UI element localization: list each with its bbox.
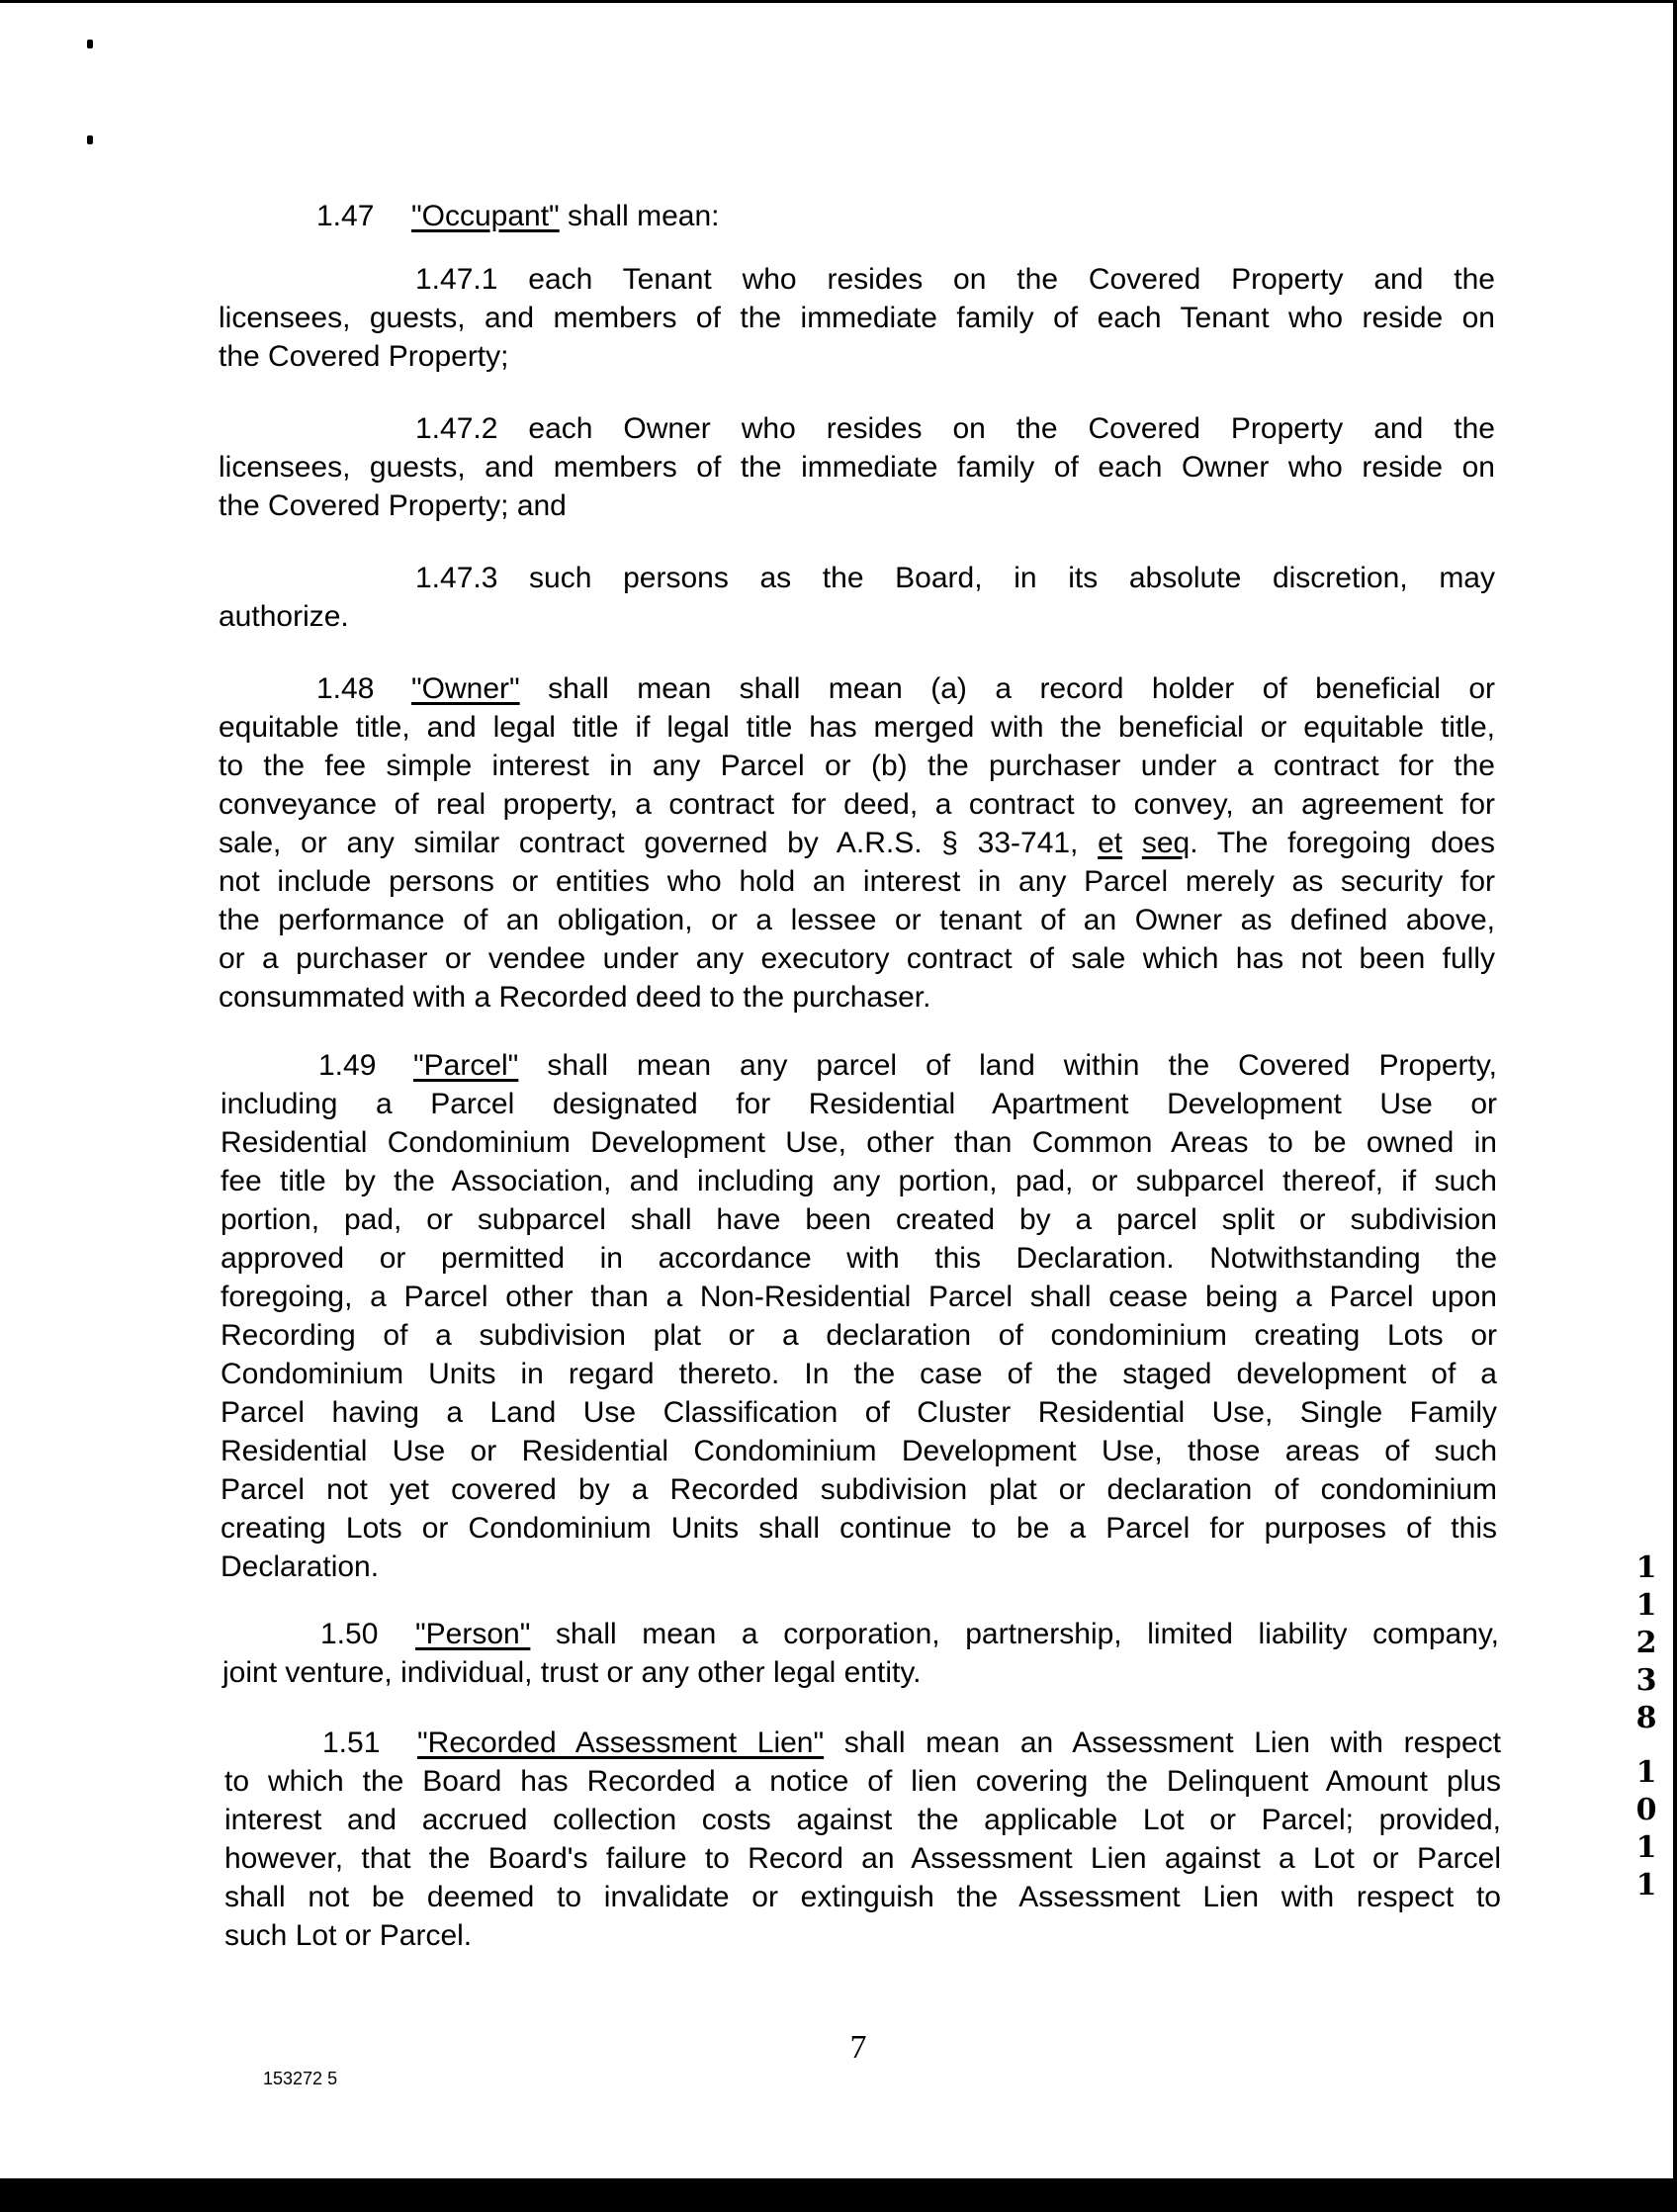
section-1-47-heading: 1.47 "Occupant" shall mean: [316, 197, 719, 235]
document-code: 153272 5 [263, 2069, 338, 2088]
defined-term: "Person" [415, 1618, 531, 1650]
section-1-49: 1.49 "Parcel" shall mean any parcel of land within the Covered Property, including a Parcel designated for Residential Apartment Development Use or Residential Condominium Development Use, other than Common Areas to be owned in fee title by the Association, and including any portion, pad, or subparcel thereof, if such portion, pad, or subparcel shall have been created by a parcel split or subdivision approved or permitted in accordance with this Declaration. Notwithstanding the foregoing, a Parcel other than a Non-Residential Parcel shall cease being a Parcel upon Recording of a subdivision plat or a declaration of condominium creating Lots or Condominium Units in regard thereto. In the case of the staged development of a Parcel having a Land Use Classification of Cluster Residential Use, Single Family Residential Use or Residential Condominium Development Use, those areas of such Parcel not yet covered by a Recorded subdivision plat or declaration of condominium creating Lots or Condominium Units shall continue to be a Parcel for purposes of this Declaration. [221, 1046, 1497, 1586]
scan-border-top [0, 0, 1677, 3]
section-number: 1.49 [318, 1049, 377, 1082]
margin-stamp-group-2: 1 0 1 1 [1635, 1755, 1657, 1902]
section-1-47-2: 1.47.2 each Owner who resides on the Covered Property and the licensees, guests, and members of the immediate family of each Owner who reside on the Covered Property; and [219, 412, 1495, 522]
section-number: 1.51 [322, 1726, 381, 1759]
scan-border-right [1673, 0, 1677, 2212]
citation-seq: seq [1141, 827, 1191, 859]
scan-border-bottom [0, 2178, 1677, 2212]
section-1-47-1: 1.47.1 each Tenant who resides on the Covered Property and the licensees, guests, and members of the immediate family of each Tenant who reside on the Covered Property; [219, 263, 1495, 373]
section-number: 1.47 [316, 200, 375, 232]
defined-term: "Parcel" [413, 1049, 519, 1082]
citation-et: et [1098, 827, 1123, 859]
section-1-47-3: 1.47.3 such persons as the Board, in its absolute discretion, may authorize. [219, 562, 1495, 633]
section-number: 1.50 [320, 1618, 379, 1650]
scan-speck [87, 135, 93, 144]
section-1-50: 1.50 "Person" shall mean a corporation, partnership, limited liability company, joint venture, individual, trust or any other legal entity. [222, 1615, 1499, 1692]
page-number: 7 [849, 2029, 867, 2066]
section-1-48: 1.48 "Owner" shall mean shall mean (a) a record holder of beneficial or equitable title, and legal title if legal title has merged with the beneficial or equitable title, to the fee simple interest in any Parcel or (b) the purchaser under a contract for the conveyance of real property, a contract for deed, a contract to convey, an agreement for sale, or any similar contract governed by A.R.S. § 33-741, et seq. The foregoing does not include persons or entities who hold an interest in any Parcel merely as security for the performance of an obligation, or a lessee or tenant of an Owner as defined above, or a purchaser or vendee under any executory contract of sale which has not been fully consummated with a Recorded deed to the purchaser. [219, 669, 1495, 1017]
defined-term: "Owner" [411, 672, 520, 705]
scan-speck [87, 40, 93, 48]
section-1-51: 1.51 "Recorded Assessment Lien" shall mean an Assessment Lien with respect to which the Board has Recorded a notice of lien covering the Delinquent Amount plus interest and accrued collection costs against the applicable Lot or Parcel; provided, however, that the Board's failure to Record an Assessment Lien against a Lot or Parcel shall not be deemed to invalidate or extinguish the Assessment Lien with respect to such Lot or Parcel. [224, 1724, 1501, 1955]
section-number: 1.48 [316, 672, 375, 705]
margin-stamp-group-1: 1 1 2 3 8 [1635, 1550, 1657, 1735]
defined-term: "Recorded Assessment Lien" [417, 1726, 825, 1759]
defined-term: "Occupant" [411, 200, 560, 232]
